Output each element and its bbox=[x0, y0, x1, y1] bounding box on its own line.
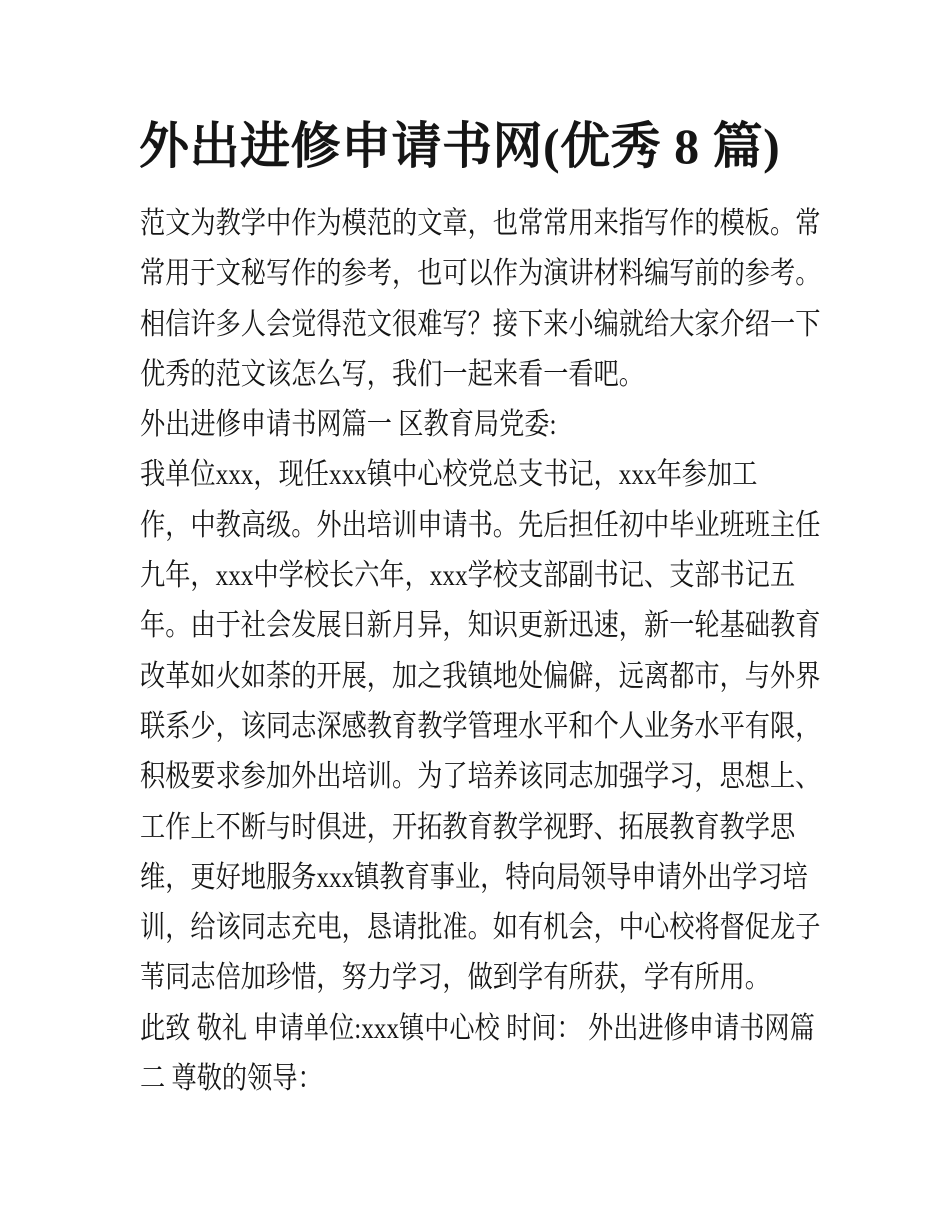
document-title: 外出进修申请书网(优秀 8 篇) bbox=[139, 118, 781, 174]
text-line: 我单位xxx，现任xxx镇中心校党总支书记，xxx年参加工 bbox=[140, 458, 758, 492]
text-line: 训，给该同志充电，恳请批准。如有机会，中心校将督促龙子 bbox=[140, 911, 821, 945]
text-line: 工作上不断与时俱进，开拓教育教学视野、拓展教育教学思 bbox=[140, 810, 796, 844]
text-line: 二 尊敬的领导： bbox=[140, 1062, 323, 1096]
text-line: 联系少，该同志深感教育教学管理水平和个人业务水平有限， bbox=[140, 709, 821, 743]
text-line: 常用于文秘写作的参考，也可以作为演讲材料编写前的参考。 bbox=[140, 257, 821, 291]
text-line: 此致 敬礼 申请单位:xxx镇中心校 时间： 外出进修申请书网篇 bbox=[140, 1011, 815, 1045]
text-line: 相信许多人会觉得范文很难写？接下来小编就给大家介绍一下 bbox=[140, 307, 821, 341]
text-line: 维，更好地服务xxx镇教育事业，特向局领导申请外出学习培 bbox=[140, 860, 808, 894]
text-line: 作，中教高级。外出培训申请书。先后担任初中毕业班班主任 bbox=[140, 508, 821, 542]
text-line: 外出进修申请书网篇一 区教育局党委: bbox=[140, 408, 557, 442]
document-body bbox=[140, 199, 900, 1104]
text-line: 范文为教学中作为模范的文章，也常常用来指写作的模板。常 bbox=[140, 207, 821, 240]
text-line: 苇同志倍加珍惜，努力学习，做到学有所获，学有所用。 bbox=[140, 961, 770, 995]
text-line: 年。由于社会发展日新月异，知识更新迅速，新一轮基础教育 bbox=[140, 609, 821, 643]
text-line: 九年，xxx中学校长六年，xxx学校支部副书记、支部书记五 bbox=[140, 559, 796, 593]
text-line: 优秀的范文该怎么写，我们一起来看一看吧。 bbox=[140, 357, 644, 391]
text-line: 改革如火如荼的开展，加之我镇地处偏僻，远离都市，与外界 bbox=[140, 659, 821, 693]
text-line: 积极要求参加外出培训。为了培养该同志加强学习，思想上、 bbox=[140, 760, 821, 794]
